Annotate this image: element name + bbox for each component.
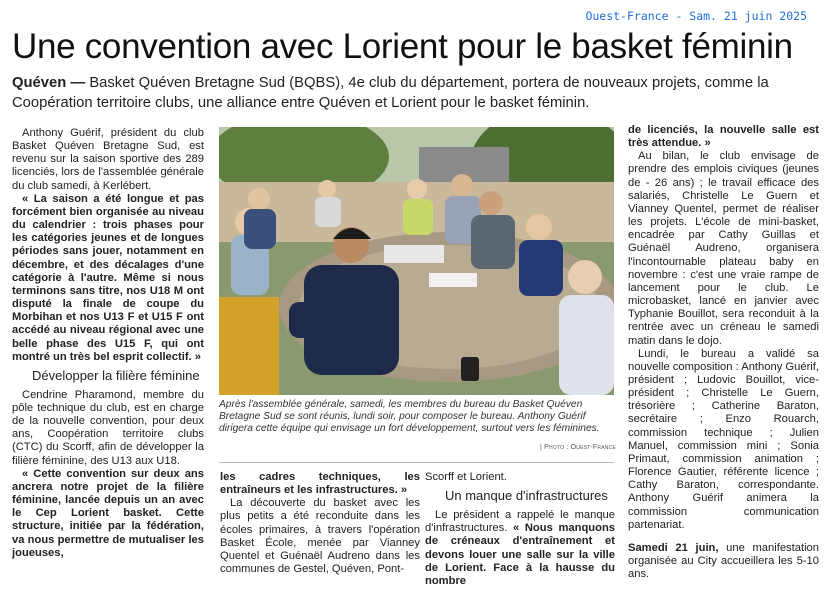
- article-photo: [219, 127, 614, 395]
- lede-text: Basket Quéven Bretagne Sud (BQBS), 4e club du département, portera de nouveaux projets, comme la Coopération territoire clubs, une alliance entre Quéven et Lorient pour le basket féminin.: [12, 75, 769, 111]
- column-2: [220, 471, 420, 576]
- article-headline: Une convention avec Lorient pour le basket féminin: [12, 27, 793, 66]
- subheading-filiere: Développer la filière féminine: [32, 367, 200, 383]
- paragraph-basket-ecole: La découverte du basket avec les plus petits a été reconduite dans les écoles primaires, à travers l'opération Basket École, menée par Vianney Quentel et Guénaël Audreno dans les communes de Gestel, Quéven, Pont-: [220, 497, 420, 576]
- paragraph-intro: Anthony Guérif, président du club Basket Quéven Bretagne Sud, est revenu sur la saison sportive des 289 licenciés, lors de l'assemblée générale du club samedi, à Kerlébert.: [12, 127, 204, 192]
- source-dateline: Ouest-France - Sam. 21 juin 2025: [585, 9, 807, 23]
- paragraph-convention: Cendrine Pharamond, membre du pôle technique du club, est en charge de la nouvelle convention, pour deux ans, Coopération territoire clubs (CTC) du Scorff, afin de développer la filière féminine, des U13 aux U18.: [12, 388, 204, 467]
- paragraph-continued: Scorff et Lorient.: [425, 471, 507, 483]
- column-1: [12, 127, 204, 560]
- column-4: [628, 124, 819, 581]
- paragraph-infrastructures: Le président a rappelé le manque d'infrastructures. « Nous manquons de créneaux d'entraînement et devons louer une salle sur la ville de Lorient. Face à la hausse du nombre: [425, 509, 616, 587]
- photo-credit: | Photo : Ouest-France: [540, 444, 616, 451]
- photo-caption: Après l'assemblée générale, samedi, les membres du bureau du Basket Quéven Bretagne Sud se sont réunis, lundi soir, pour composer le bureau. Anthony Guérif dirigera cette équipe qui envisage un fort développement, surtout vers les féminines.: [219, 399, 600, 434]
- paragraph-quote-convention: « Cette convention sur deux ans ancrera notre projet de la filière féminine, lancée depuis un an avec le Cep Lorient basket. Cette structure, initiée par la fédération, va nous permettre de mutualiser les joueuses,: [12, 467, 204, 559]
- paragraph-bilan: Au bilan, le club envisage de prendre des emplois civiques (jeunes de - 26 ans) ; le travail efficace des salariés, Christelle Le Guern et Vianney Quentel, permet de réaliser les projets. L'école de mini-basket, encadrée par Cathy Guillas et Guénaël Audreno, organisera l'incontournable plateau baby en novembre : c'est une vraie rampe de lancement pour le club. Le microbasket, lancé en janvier avec Typhanie Bouillot, sera reconduit à la rentrée avec un créneau le samedi matin dans le dojo.: [628, 150, 819, 347]
- caption-divider: [219, 462, 614, 463]
- lede-place: Quéven —: [12, 75, 86, 91]
- paragraph-bureau: Lundi, le bureau a validé sa nouvelle composition : Anthony Guérif, président ; Ludovic Bouillot, vice-président ; Christelle Le Guern, trésorière ; Catherine Baraton, secrétaire ; Enzo Rouarch, commission technique ; Julien Manuel, commission mini ; Sonia Primaut, commission animation ; Florence Gautier, référente licence ; Cathy Baraton, correspondante. Anthony Guérif animera la commission communication partenariat.: [628, 347, 819, 531]
- subheading-infrastructures: Un manque d'infrastructures: [445, 488, 608, 504]
- article-lede: [12, 73, 822, 113]
- meeting-photo-illustration: [219, 127, 614, 395]
- paragraph-quote-salle: de licenciés, la nouvelle salle est très attendue. »: [628, 124, 819, 150]
- paragraph-quote-end: les cadres techniques, les entraîneurs et les infrastructures. »: [220, 471, 420, 497]
- paragraph-quote-season: « La saison a été longue et pas forcément bien organisée au niveau du calendrier : trois phases pour les catégories jeunes et de longues périodes sans jouer, notamment en décembre, et des décalages d'une catégorie à l'autre. Même si nous terminons sans titre, nos U18 M ont disputé la finale de coupe du Morbihan et nos U13 F et U15 F ont accédé au niveau régional avec une belle phase des U15 F, qui ont montré un très bel esprit collectif. »: [12, 192, 204, 363]
- paragraph-manifestation: Samedi 21 juin, une manifestation organisée au City accueillera les 5-10 ans.: [628, 541, 819, 581]
- column-3: [425, 471, 615, 588]
